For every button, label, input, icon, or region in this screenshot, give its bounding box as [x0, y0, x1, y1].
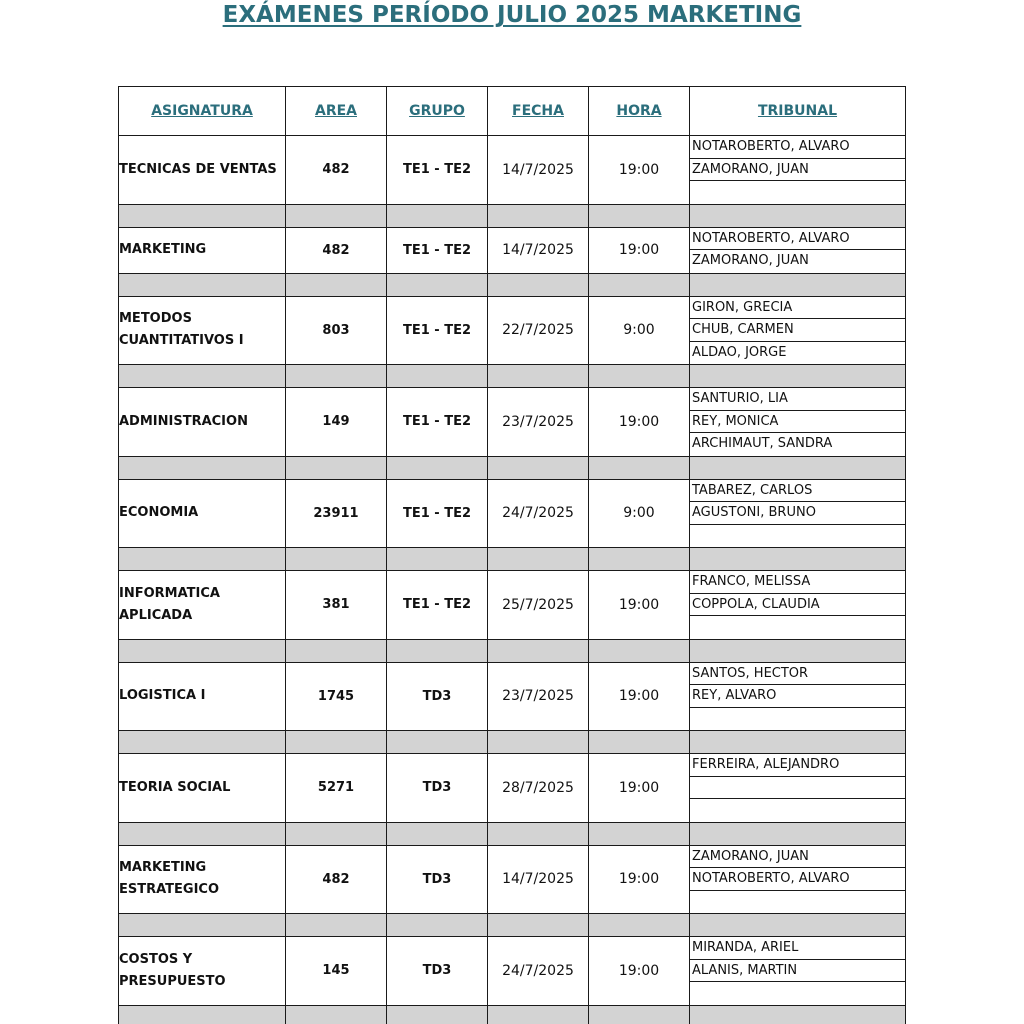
tribunal-member-list	[690, 937, 905, 1005]
cell-tribunal	[690, 571, 906, 640]
separator-row	[119, 273, 906, 296]
separator-cell	[488, 204, 589, 227]
header-grupo: GRUPO	[387, 87, 488, 136]
tribunal-member: NOTAROBERTO, ALVARO	[690, 228, 905, 251]
cell-fecha: 22/7/2025	[488, 296, 589, 365]
separator-cell	[690, 548, 906, 571]
cell-fecha: 24/7/2025	[488, 479, 589, 548]
tribunal-member-list	[690, 663, 905, 731]
separator-row	[119, 204, 906, 227]
separator-cell	[690, 731, 906, 754]
cell-tribunal	[690, 136, 906, 205]
separator-cell	[488, 456, 589, 479]
cell-hora: 19:00	[589, 937, 690, 1006]
cell-grupo: TE1 - TE2	[387, 479, 488, 548]
tribunal-member	[690, 891, 905, 914]
table-row	[119, 662, 906, 731]
separator-cell	[119, 365, 286, 388]
cell-hora: 9:00	[589, 296, 690, 365]
table-row	[119, 296, 906, 365]
cell-grupo: TE1 - TE2	[387, 571, 488, 640]
separator-cell	[286, 204, 387, 227]
tribunal-member: ZAMORANO, JUAN	[690, 846, 905, 869]
tribunal-member	[690, 708, 905, 731]
table-row	[119, 754, 906, 823]
separator-cell	[488, 822, 589, 845]
tribunal-member: AGUSTONI, BRUNO	[690, 502, 905, 525]
separator-cell	[286, 365, 387, 388]
separator-row	[119, 639, 906, 662]
cell-area: 803	[286, 296, 387, 365]
cell-asignatura: ADMINISTRACION	[119, 388, 286, 457]
tribunal-member: GIRON, GRECIA	[690, 297, 905, 320]
tribunal-member: NOTAROBERTO, ALVARO	[690, 136, 905, 159]
separator-cell	[286, 914, 387, 937]
separator-cell	[690, 822, 906, 845]
separator-cell	[119, 731, 286, 754]
separator-cell	[387, 914, 488, 937]
cell-hora: 9:00	[589, 479, 690, 548]
table-row	[119, 845, 906, 914]
separator-cell	[387, 548, 488, 571]
tribunal-member: ALANIS, MARTIN	[690, 960, 905, 983]
cell-tribunal	[690, 388, 906, 457]
cell-asignatura: INFORMATICA APLICADA	[119, 571, 286, 640]
tribunal-member: CHUB, CARMEN	[690, 319, 905, 342]
cell-asignatura: TEORIA SOCIAL	[119, 754, 286, 823]
cell-hora: 19:00	[589, 845, 690, 914]
table-row	[119, 479, 906, 548]
table-row	[119, 937, 906, 1006]
cell-tribunal	[690, 754, 906, 823]
tribunal-member: SANTURIO, LIA	[690, 388, 905, 411]
cell-fecha: 24/7/2025	[488, 937, 589, 1006]
cell-grupo: TE1 - TE2	[387, 136, 488, 205]
tribunal-member	[690, 777, 905, 800]
separator-row	[119, 1005, 906, 1024]
separator-cell	[488, 1005, 589, 1024]
tribunal-member: ARCHIMAUT, SANDRA	[692, 436, 833, 451]
cell-area: 149	[286, 388, 387, 457]
tribunal-member-list	[690, 136, 905, 204]
cell-grupo: TD3	[387, 754, 488, 823]
separator-cell	[387, 273, 488, 296]
separator-row	[119, 365, 906, 388]
tribunal-member: ALDAO, JORGE	[692, 344, 787, 360]
separator-cell	[286, 731, 387, 754]
separator-cell	[488, 548, 589, 571]
separator-cell	[589, 456, 690, 479]
tribunal-member	[690, 982, 905, 1005]
cell-fecha: 14/7/2025	[488, 845, 589, 914]
separator-cell	[488, 273, 589, 296]
separator-cell	[286, 639, 387, 662]
separator-cell	[690, 914, 906, 937]
cell-fecha: 28/7/2025	[488, 754, 589, 823]
separator-cell	[119, 822, 286, 845]
cell-tribunal	[690, 227, 906, 273]
tribunal-member: COPPOLA, CLAUDIA	[690, 594, 905, 617]
separator-cell	[589, 639, 690, 662]
cell-fecha: 23/7/2025	[488, 388, 589, 457]
cell-area: 5271	[286, 754, 387, 823]
separator-cell	[690, 456, 906, 479]
separator-cell	[119, 204, 286, 227]
tribunal-member: MIRANDA, ARIEL	[690, 937, 905, 960]
cell-asignatura: ECONOMIA	[119, 479, 286, 548]
cell-hora: 19:00	[589, 227, 690, 273]
cell-grupo: TE1 - TE2	[387, 296, 488, 365]
tribunal-member-list	[690, 297, 905, 365]
cell-asignatura: METODOS CUANTITATIVOS I	[119, 296, 286, 365]
separator-cell	[690, 639, 906, 662]
separator-cell	[119, 273, 286, 296]
separator-cell	[589, 731, 690, 754]
separator-row	[119, 822, 906, 845]
separator-cell	[286, 822, 387, 845]
tribunal-member-list	[690, 754, 905, 822]
tribunal-member	[690, 181, 905, 204]
separator-cell	[589, 822, 690, 845]
tribunal-member: REY, ALVARO	[690, 685, 905, 708]
separator-cell	[690, 365, 906, 388]
tribunal-member: FRANCO, MELISSA	[690, 571, 905, 594]
separator-row	[119, 456, 906, 479]
cell-tribunal	[690, 479, 906, 548]
separator-cell	[589, 365, 690, 388]
tribunal-member-list	[690, 846, 905, 914]
separator-cell	[690, 1005, 906, 1024]
tribunal-member	[690, 525, 905, 548]
tribunal-member-list	[690, 388, 905, 456]
separator-cell	[286, 273, 387, 296]
separator-cell	[690, 273, 906, 296]
separator-cell	[286, 1005, 387, 1024]
cell-fecha: 14/7/2025	[488, 227, 589, 273]
cell-area: 482	[286, 227, 387, 273]
separator-cell	[119, 914, 286, 937]
separator-cell	[387, 204, 488, 227]
tribunal-member: NOTAROBERTO, ALVARO	[690, 868, 905, 891]
cell-tribunal	[690, 937, 906, 1006]
cell-asignatura: MARKETING ESTRATEGICO	[119, 845, 286, 914]
separator-cell	[488, 914, 589, 937]
cell-area: 145	[286, 937, 387, 1006]
cell-fecha: 25/7/2025	[488, 571, 589, 640]
separator-cell	[119, 548, 286, 571]
separator-cell	[387, 822, 488, 845]
separator-cell	[488, 731, 589, 754]
cell-fecha: 14/7/2025	[488, 136, 589, 205]
separator-cell	[387, 456, 488, 479]
cell-asignatura: LOGISTICA I	[119, 662, 286, 731]
separator-row	[119, 914, 906, 937]
table-row	[119, 136, 906, 205]
cell-area: 23911	[286, 479, 387, 548]
header-fecha: FECHA	[488, 87, 589, 136]
tribunal-member-list	[690, 571, 905, 639]
table-header-row	[119, 87, 906, 136]
tribunal-member	[690, 616, 905, 639]
table-row	[119, 227, 906, 273]
separator-cell	[119, 1005, 286, 1024]
cell-area: 482	[286, 845, 387, 914]
header-asignatura: ASIGNATURA	[119, 87, 286, 136]
cell-asignatura: COSTOS Y PRESUPUESTO	[119, 937, 286, 1006]
separator-cell	[387, 365, 488, 388]
cell-hora: 19:00	[589, 662, 690, 731]
tribunal-member: FERREIRA, ALEJANDRO	[690, 754, 905, 777]
separator-cell	[690, 204, 906, 227]
cell-asignatura: MARKETING	[119, 227, 286, 273]
separator-cell	[589, 914, 690, 937]
tribunal-member: ZAMORANO, JUAN	[692, 253, 809, 268]
cell-asignatura: TECNICAS DE VENTAS	[119, 136, 286, 205]
cell-grupo: TE1 - TE2	[387, 227, 488, 273]
separator-cell	[387, 731, 488, 754]
header-area: AREA	[286, 87, 387, 136]
tribunal-member: REY, MONICA	[690, 411, 905, 434]
cell-area: 381	[286, 571, 387, 640]
table-row	[119, 388, 906, 457]
table-body	[119, 136, 906, 1024]
cell-tribunal	[690, 296, 906, 365]
separator-cell	[589, 1005, 690, 1024]
exam-schedule-table	[118, 86, 906, 1024]
separator-cell	[119, 456, 286, 479]
cell-grupo: TD3	[387, 662, 488, 731]
header-hora: HORA	[589, 87, 690, 136]
cell-tribunal	[690, 845, 906, 914]
cell-hora: 19:00	[589, 136, 690, 205]
tribunal-member-list	[690, 228, 905, 273]
tribunal-member	[690, 799, 905, 822]
page-title: EXÁMENES PERÍODO JULIO 2025 MARKETING	[222, 2, 802, 28]
separator-cell	[589, 273, 690, 296]
separator-cell	[488, 365, 589, 388]
tribunal-member: ZAMORANO, JUAN	[690, 159, 905, 182]
table-row	[119, 571, 906, 640]
cell-tribunal	[690, 662, 906, 731]
header-tribunal: TRIBUNAL	[690, 87, 906, 136]
separator-cell	[589, 548, 690, 571]
cell-grupo: TD3	[387, 845, 488, 914]
tribunal-member: SANTOS, HECTOR	[690, 663, 905, 686]
cell-grupo: TD3	[387, 937, 488, 1006]
cell-area: 1745	[286, 662, 387, 731]
separator-cell	[286, 456, 387, 479]
separator-cell	[286, 548, 387, 571]
cell-hora: 19:00	[589, 388, 690, 457]
cell-grupo: TE1 - TE2	[387, 388, 488, 457]
separator-cell	[387, 1005, 488, 1024]
separator-cell	[119, 639, 286, 662]
separator-row	[119, 731, 906, 754]
separator-cell	[589, 204, 690, 227]
separator-row	[119, 548, 906, 571]
tribunal-member: TABAREZ, CARLOS	[690, 480, 905, 503]
tribunal-member-list	[690, 480, 905, 548]
cell-hora: 19:00	[589, 754, 690, 823]
cell-hora: 19:00	[589, 571, 690, 640]
cell-area: 482	[286, 136, 387, 205]
cell-fecha: 23/7/2025	[488, 662, 589, 731]
separator-cell	[387, 639, 488, 662]
separator-cell	[488, 639, 589, 662]
